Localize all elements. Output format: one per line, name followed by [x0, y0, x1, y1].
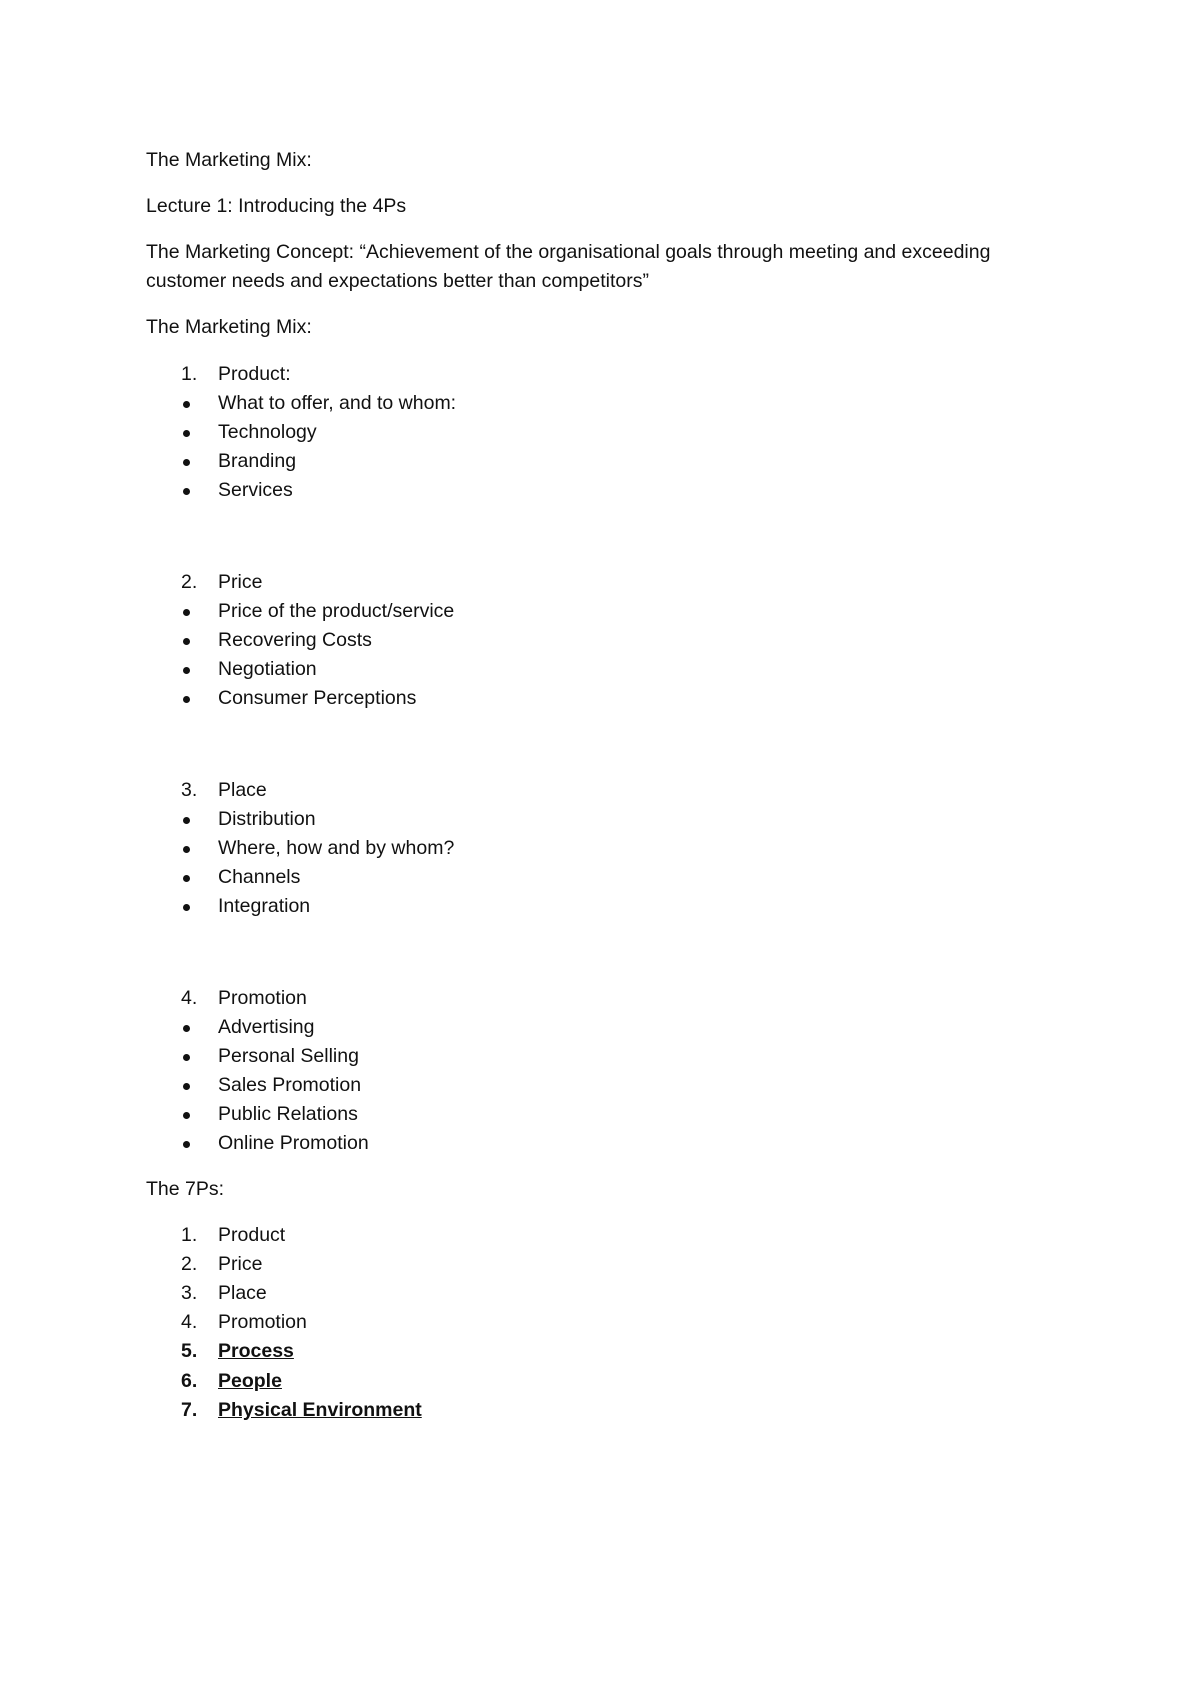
- bullet-icon: [183, 904, 190, 911]
- list-item: Public Relations: [218, 1103, 358, 1125]
- document-title: The Marketing Mix:: [146, 149, 312, 171]
- list-item: Advertising: [218, 1016, 315, 1038]
- bullet-icon: [183, 488, 190, 495]
- bullet-icon: [183, 1025, 190, 1032]
- bullet-icon: [183, 875, 190, 882]
- list-item: Promotion: [218, 1311, 307, 1333]
- bullet-icon: [183, 459, 190, 466]
- section-number: 3.: [181, 779, 198, 801]
- section-number: 1.: [181, 363, 198, 385]
- section-label: Price: [218, 571, 263, 593]
- list-item: People: [218, 1370, 282, 1392]
- list-item: Technology: [218, 421, 317, 443]
- list-item: Branding: [218, 450, 297, 472]
- list-item: Services: [218, 479, 293, 501]
- marketing-mix-heading: The Marketing Mix:: [146, 316, 312, 338]
- list-number: 3.: [181, 1282, 198, 1304]
- list-number: 4.: [181, 1311, 198, 1333]
- list-number: 7.: [181, 1399, 198, 1421]
- list-number: 5.: [181, 1340, 198, 1362]
- bullet-icon: [183, 696, 190, 703]
- section-label: Promotion: [218, 987, 307, 1009]
- bullet-icon: [183, 401, 190, 408]
- list-item: Where, how and by whom?: [218, 837, 455, 859]
- bullet-icon: [183, 817, 190, 824]
- bullet-icon: [183, 1141, 190, 1148]
- seven-ps-heading: The 7Ps:: [146, 1178, 225, 1200]
- bullet-icon: [183, 667, 190, 674]
- list-item: Personal Selling: [218, 1045, 359, 1067]
- list-number: 1.: [181, 1224, 198, 1246]
- list-item: Place: [218, 1282, 267, 1304]
- list-item: Product: [218, 1224, 286, 1246]
- list-item: Recovering Costs: [218, 629, 372, 651]
- section-number: 2.: [181, 571, 198, 593]
- bullet-icon: [183, 1112, 190, 1119]
- section-label: Product:: [218, 363, 291, 385]
- list-item: Sales Promotion: [218, 1074, 362, 1096]
- list-number: 6.: [181, 1370, 198, 1392]
- section-number: 4.: [181, 987, 198, 1009]
- section-label: Place: [218, 779, 267, 801]
- bullet-icon: [183, 430, 190, 437]
- bullet-icon: [183, 638, 190, 645]
- marketing-concept-line-2: customer needs and expectations better than competitors”: [146, 270, 649, 292]
- bullet-icon: [183, 846, 190, 853]
- list-item: Price of the product/service: [218, 600, 455, 622]
- list-item: Process: [218, 1340, 294, 1362]
- list-item: Distribution: [218, 808, 316, 830]
- list-item: Channels: [218, 866, 301, 888]
- list-item: Price: [218, 1253, 263, 1275]
- list-item: Integration: [218, 895, 311, 917]
- lecture-heading: Lecture 1: Introducing the 4Ps: [146, 195, 407, 217]
- list-item: Consumer Perceptions: [218, 687, 417, 709]
- bullet-icon: [183, 609, 190, 616]
- marketing-concept-line-1: The Marketing Concept: “Achievement of the organisational goals through meeting and exceeding: [146, 241, 991, 263]
- bullet-icon: [183, 1054, 190, 1061]
- bullet-icon: [183, 1083, 190, 1090]
- list-item: Physical Environment: [218, 1399, 422, 1421]
- list-item: Online Promotion: [218, 1132, 369, 1154]
- list-number: 2.: [181, 1253, 198, 1275]
- list-item: Negotiation: [218, 658, 317, 680]
- list-item: What to offer, and to whom:: [218, 392, 457, 414]
